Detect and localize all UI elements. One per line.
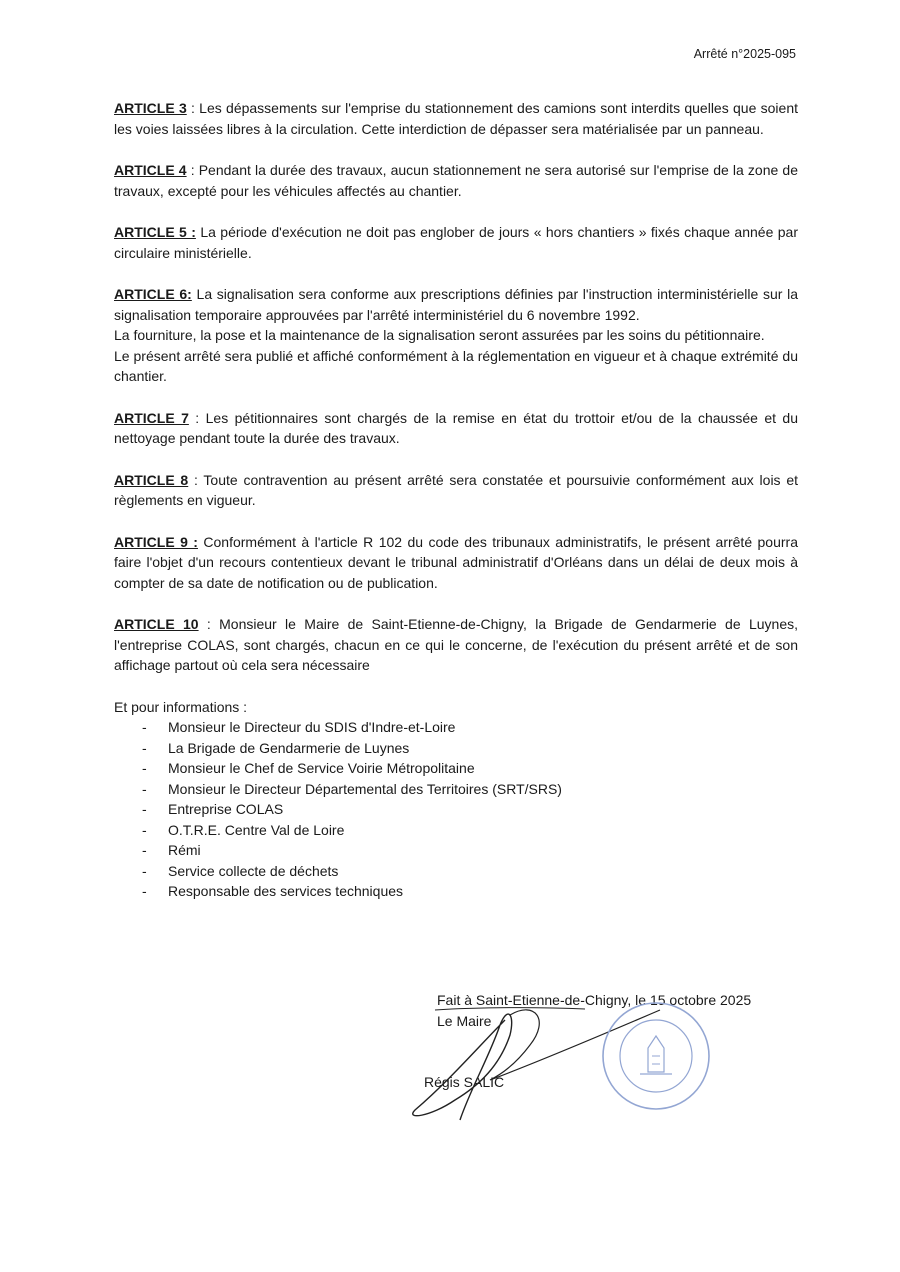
- article-text: : Toute contravention au présent arrêté sera constatée et poursuivie conformément aux lois et règlements en vigueur.: [114, 471, 799, 508]
- recipients-list: [114, 717, 798, 902]
- article-label: ARTICLE 8: [114, 471, 189, 488]
- article-label: ARTICLE 3: [114, 100, 187, 116]
- recipient-item: - Monsieur le Directeur Départemental des Territoires (SRT/SRS): [142, 779, 798, 800]
- signature-name: Régis SALIC: [424, 1074, 505, 1090]
- article-paragraph: [114, 614, 798, 676]
- article-paragraph: [114, 408, 798, 449]
- article-paragraph: [114, 160, 798, 201]
- article-8: [114, 470, 798, 511]
- town-hall-stamp: [600, 1000, 712, 1112]
- recipient-item: - Responsable des services techniques: [142, 881, 798, 902]
- article-text: : Les pétitionnaires sont chargés de la remise en état du trottoir et/ou de la chaussée et du nettoyage pendant toute la durée des travaux.: [114, 409, 798, 446]
- article-label: ARTICLE 5 :: [114, 224, 196, 240]
- article-text: : Monsieur le Maire de Saint-Etienne-de-Chigny, la Brigade de Gendarmerie de Luynes, l'entreprise COLAS, sont chargés, chacun en ce qui le concerne, de l'exécution du présent arrêté et de son affichage partout où cela sera nécessaire: [114, 616, 798, 673]
- recipient-item: - Entreprise COLAS: [142, 799, 798, 820]
- article-text: La période d'exécution ne doit pas englober de jours « hors chantiers » fixés chaque année par circulaire ministérielle.: [114, 224, 798, 261]
- article-text: Conformément à l'article R 102 du code des tribunaux administratifs, le présent arrêté pourra faire l'objet d'un recours contentieux devant le tribunal administratif d'Orléans dans un délai de deux mois à compter de sa date de notification ou de publication.: [114, 533, 798, 591]
- article-label: ARTICLE 9 :: [114, 533, 198, 550]
- article-text: : Pendant la durée des travaux, aucun stationnement ne sera autorisé sur l'emprise de la zone de travaux, excepté pour les véhicules affectés au chantier.: [114, 162, 798, 199]
- recipient-item: - Monsieur le Directeur du SDIS d'Indre-et-Loire: [142, 717, 798, 738]
- article-label: ARTICLE 10: [114, 616, 199, 632]
- article-paragraph: [114, 532, 798, 594]
- recipient-item: - Monsieur le Chef de Service Voirie Métropolitaine: [142, 758, 798, 779]
- article-10: [114, 614, 798, 676]
- article-label: ARTICLE 7: [114, 409, 189, 426]
- signature-role: Le Maire: [437, 1012, 492, 1029]
- article-5: [114, 222, 798, 263]
- article-paragraph: [114, 222, 798, 263]
- article-paragraph: [114, 98, 798, 139]
- article-7: [114, 408, 798, 449]
- document-body: [114, 98, 798, 902]
- recipient-item: - Service collecte de déchets: [142, 861, 798, 882]
- article-text: Le présent arrêté sera publié et affiché conformément à la réglementation en vigueur et à chaque extrémité du chantier.: [114, 347, 798, 384]
- information-title: Et pour informations :: [114, 698, 248, 715]
- article-text: : Les dépassements sur l'emprise du stationnement des camions sont interdits quelles que soient les voies laissées libres à la circulation. Cette interdiction de dépasser sera matérialisée par un panneau.: [114, 100, 798, 137]
- article-label: ARTICLE 4: [114, 162, 187, 178]
- article-4: [114, 160, 798, 201]
- signature-place-date: Fait à Saint-Etienne-de-Chigny, le 15 octobre 2025: [437, 992, 752, 1008]
- article-paragraph: [114, 346, 798, 387]
- article-paragraph: [114, 284, 798, 325]
- article-paragraph: [114, 470, 798, 511]
- article-text: La signalisation sera conforme aux prescriptions définies par l'instruction interministérielle sur la signalisation temporaire approuvées par l'arrêté interministériel du 6 novembre 1992.: [114, 286, 799, 323]
- articles-list: [114, 98, 798, 676]
- article-label: ARTICLE 6:: [114, 286, 192, 302]
- article-3: [114, 98, 798, 139]
- document-reference: Arrêté n°2025-095: [693, 47, 796, 61]
- recipient-item: - Rémi: [142, 840, 798, 861]
- article-text: La fourniture, la pose et la maintenance de la signalisation seront assurées par les soins du pétitionnaire.: [114, 327, 765, 343]
- recipient-item: - O.T.R.E. Centre Val de Loire: [142, 820, 798, 841]
- article-paragraph: [114, 325, 798, 346]
- recipient-item: - La Brigade de Gendarmerie de Luynes: [142, 738, 798, 759]
- article-9: [114, 532, 798, 594]
- article-6: [114, 284, 798, 387]
